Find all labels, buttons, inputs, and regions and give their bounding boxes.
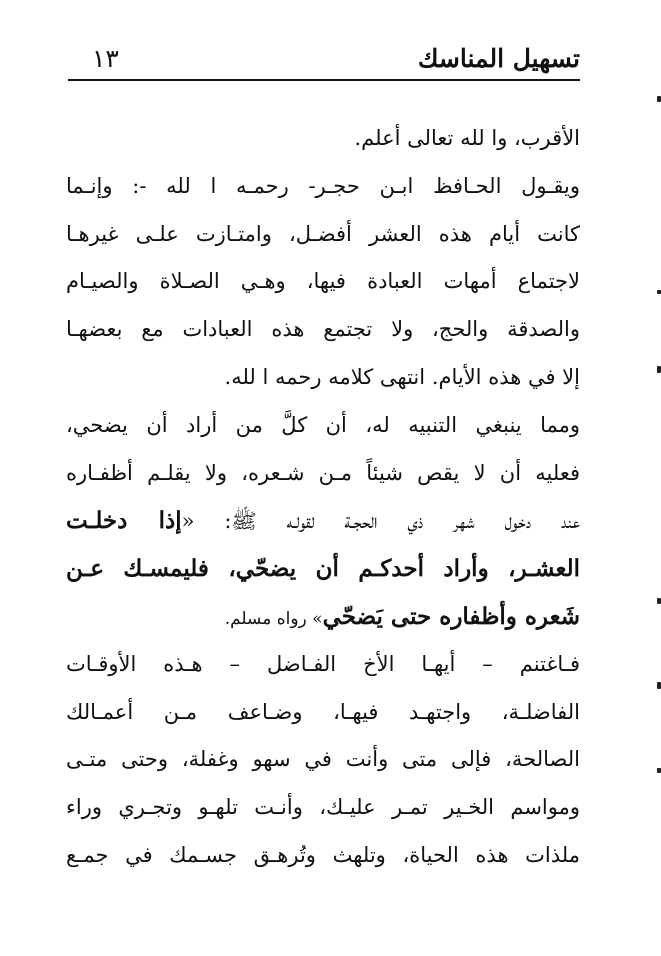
book-title: تسهيل المناسك <box>417 44 580 73</box>
text-line <box>66 402 580 450</box>
hadith-quote-text: إذا دخلـت <box>66 507 182 535</box>
text-line <box>66 545 580 593</box>
text-line <box>66 163 580 211</box>
text-line <box>66 450 580 498</box>
scan-edge-mark <box>657 366 661 373</box>
line-text: ويقـول الحـافظ ابـن حجـر- رحمـه ا لله -: وإنـما <box>66 173 580 198</box>
scan-edge-mark <box>657 96 661 102</box>
text-line <box>66 115 580 163</box>
line-text: إلا في هذه الأيام. انتهى كلامه رحمه ا لله. <box>224 364 580 389</box>
page-number: ١٣ <box>92 44 119 73</box>
text-line <box>66 689 580 737</box>
text-line <box>66 593 580 641</box>
hadith-quote-text: شَعره وأظفاره حتى يَضحّي <box>322 602 580 630</box>
line-text: فعليه أن لا يقص شيئاً مـن شـعره، ولا يقلـم أظفـاره <box>66 460 580 485</box>
scan-edge-mark <box>657 768 661 773</box>
line-text: الفاضلـة، واجتهـد فيهـا، وضـاعف مـن أعمـالك <box>66 699 580 724</box>
line-text: والصدقة والحج، ولا تجتمع هذه العبادات مع بعضهـا <box>66 317 580 342</box>
text-line <box>66 258 580 306</box>
text-line <box>66 832 580 880</box>
line-text: » رواه مسلم. <box>224 608 323 629</box>
text-line <box>66 641 580 689</box>
body-text <box>66 115 580 880</box>
header-rule <box>68 79 580 81</box>
text-line <box>66 736 580 784</box>
text-line <box>66 784 580 832</box>
text-line <box>66 354 580 402</box>
line-text: الصالحة، فإلى متى وأنت في سهو وغفلة، وحتى متـى <box>66 747 580 772</box>
text-line <box>66 211 580 259</box>
line-text: عند دخول شهر ذي الحجـة لقولـه ﷺ: « <box>181 509 580 534</box>
line-text: ومواسم الخـير تمـر عليـك، وأنـت تلهـو وتجـري وراء <box>66 795 580 820</box>
text-line <box>66 306 580 354</box>
scan-edge-mark <box>657 598 661 604</box>
line-text: ملذات هذه الحياة، وتلهث وتُرهـق جسـمك في جمـع <box>66 842 580 867</box>
line-text: كانت أيام هذه العشر أفضـل، وامتـازت علـى غيرهـا <box>66 221 580 246</box>
scan-edge-mark <box>657 682 661 689</box>
line-text: لاجتماع أمهات العبادة فيها، وهـي الصـلاة والصيـام <box>66 269 580 294</box>
line-text: الأقرب، وا لله تعالى أعلم. <box>354 126 580 150</box>
hadith-quote-text: العشـر، وأراد أحدكـم أن يضحّي، فليمسـك عـن <box>66 555 580 583</box>
page-header <box>68 42 580 82</box>
scan-edge-mark <box>657 290 661 294</box>
line-text: فـاغتنم – أيهـا الأخ الفـاضل – هـذه الأوقـات <box>66 651 580 676</box>
line-text: ومما ينبغي التنبيه له، أن كلَّ من أراد أن يضحي، <box>66 412 580 437</box>
text-line <box>66 497 580 545</box>
